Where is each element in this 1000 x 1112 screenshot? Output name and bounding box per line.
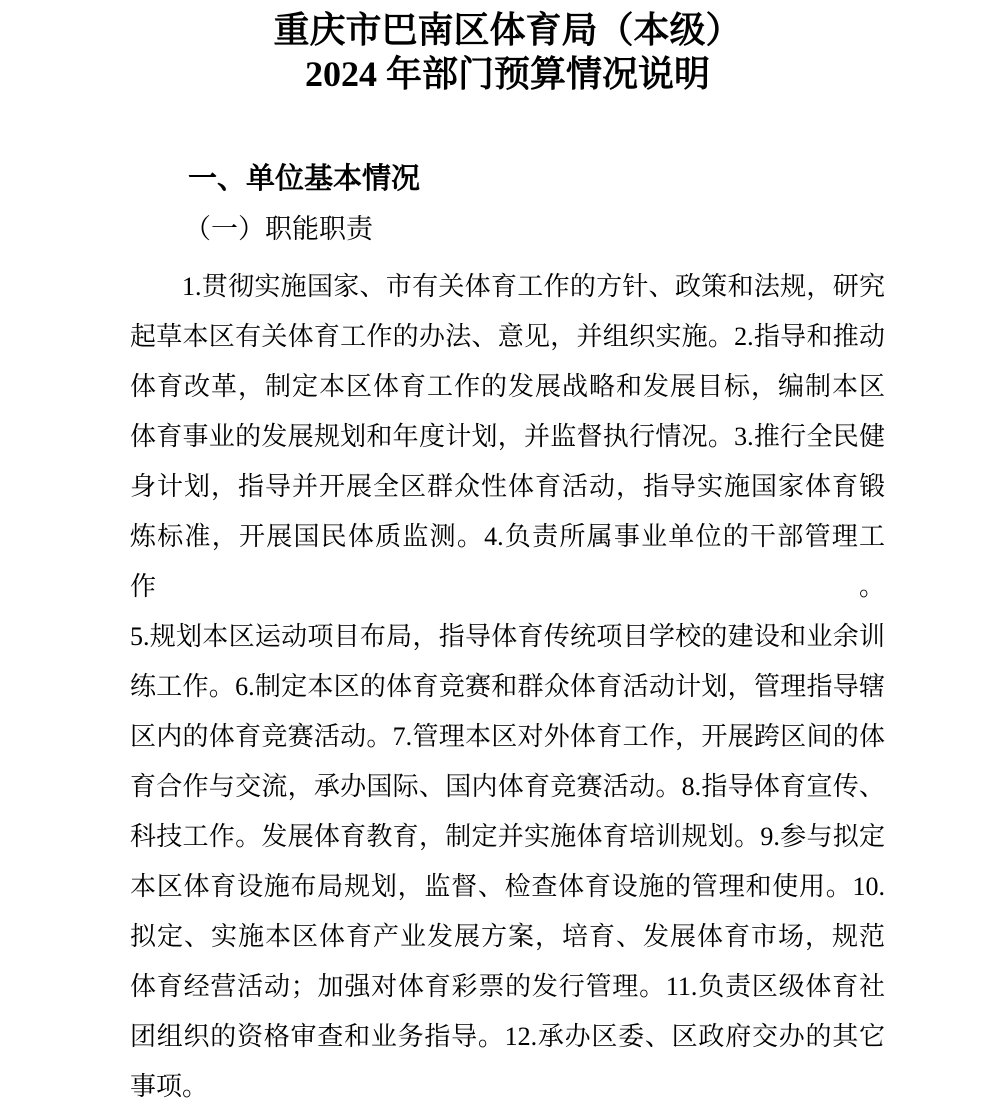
paragraph-line: 5.规划本区运动项目布局，指导体育传统项目学校的建设和业余训 <box>130 622 885 651</box>
document-title <box>130 0 885 96</box>
paragraph-line: 1.贯彻实施国家、市有关体育工作的方针、政策和法规，研究 <box>182 272 885 301</box>
paragraph-line: 区内的体育竞赛活动。7.管理本区对外体育工作，开展跨区间的体 <box>130 722 885 751</box>
page-title-line2: 2024 年部门预算情况说明 <box>304 54 710 94</box>
subsection-heading: （一）职能职责 <box>184 214 373 244</box>
paragraph-line: 身计划，指导并开展全区群众性体育活动，指导实施国家体育锻 <box>130 472 885 501</box>
paragraph-line: 体育事业的发展规划和年度计划，并监督执行情况。3.推行全民健 <box>130 422 885 451</box>
paragraph-line: 起草本区有关体育工作的办法、意见，并组织实施。2.指导和推动 <box>130 322 885 351</box>
paragraph-line: 本区体育设施布局规划，监督、检查体育设施的管理和使用。10. <box>130 872 885 901</box>
paragraph-line: 育合作与交流，承办国际、国内体育竞赛活动。8.指导体育宣传、 <box>130 772 885 801</box>
paragraph-line: 炼标准，开展国民体质监测。4.负责所属事业单位的干部管理工作。 <box>130 522 885 601</box>
paragraph-line: 练工作。6.制定本区的体育竞赛和群众体育活动计划，管理指导辖 <box>130 672 885 701</box>
section-heading: 一、单位基本情况 <box>188 163 421 195</box>
paragraph-line: 科技工作。发展体育教育，制定并实施体育培训规划。9.参与拟定 <box>130 822 885 851</box>
document-body <box>130 154 885 1112</box>
document-page <box>130 0 885 1112</box>
paragraph-line: 拟定、实施本区体育产业发展方案，培育、发展体育市场，规范 <box>130 922 885 951</box>
paragraph-line: 团组织的资格审查和业务指导。12.承办区委、区政府交办的其它 <box>130 1022 885 1051</box>
paragraph-line: 体育改革，制定本区体育工作的发展战略和发展目标，编制本区 <box>130 372 885 401</box>
paragraph-line: 事项。 <box>130 1072 209 1101</box>
page-title-line1: 重庆市巴南区体育局（本级） <box>273 10 742 50</box>
paragraph-line: 体育经营活动；加强对体育彩票的发行管理。11.负责区级体育社 <box>130 972 885 1001</box>
body-paragraph <box>130 262 885 1112</box>
